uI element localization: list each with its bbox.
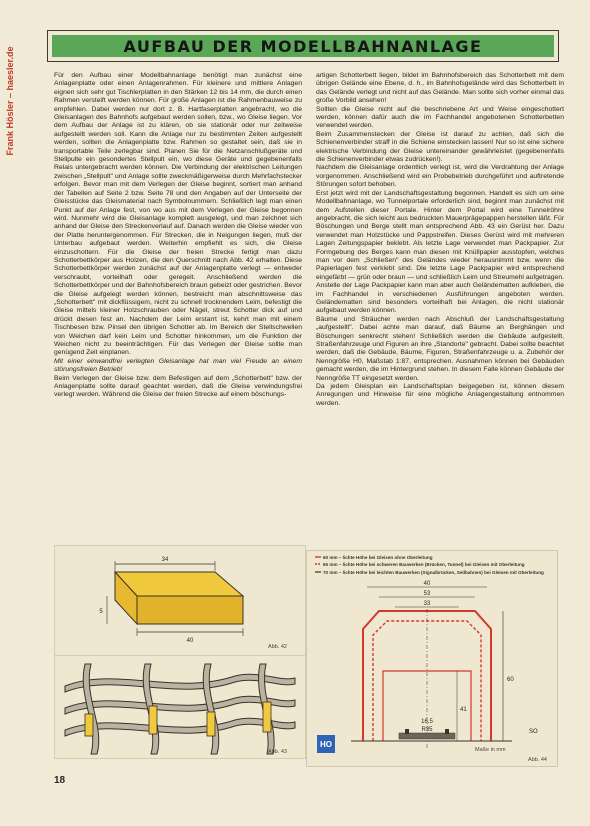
dim-label: 41 [460,707,467,713]
dim-label: 33 [423,601,431,607]
dim-label: 60 [507,677,514,683]
figure-caption: Abb. 44 [528,757,547,763]
legend-item: 60 mm – lichte Höhe bei Gleisen ohne Oberleitung [323,555,433,560]
dim-label: R35 [421,727,433,733]
page-title: AUFBAU DER MODELLBAHNANLAGE [123,36,483,56]
dim-label: 53 [423,591,431,597]
side-watermark: Frank Hösler – haesler.de [5,46,15,156]
dim-side-label: 5 [99,609,103,615]
title-frame [47,30,559,62]
paragraph: Bäume und Sträucher werden nach Abschluß der Landschaftsgestaltung „aufgestellt". Dabei achte man darauf, daß Bäume an Berghängen und Böschungen senkrecht stehen! Schließlich werden die Gebäude aufgestellt, Straßenfahrzeuge und Figuren an ihre „Standorte" gebracht. Dabei sollte beachtet werden, daß die Gebäude, Bäume, Figuren, Straßenfahrzeuge u. a. Zubehör der Nenngröße H0, Maßstab 1:87, entsprechen. Ausnahmen können bei Gebäuden gemacht werden, die im Hintergrund stehen. In diesem Falle können Gebäude der Nenngröße TT eingesetzt werden. [316,315,564,382]
paragraph: Erst jetzt wird mit der Landschaftsgestaltung begonnen. Handelt es sich um eine Modellbahnanlage, wo Tunnelportale erforderlich sind, beginnt man zunächst mit dem Aufstellen dieser Portale. Hinter dem Portal wird eine Tunnelröhre angebracht, die sich leicht aus bedruckten Mauerprägepappen herstellen läßt. Für Böschungen und Berge stellt man entsprechend Abb. 43 ein Gerüst her. Dazu verwendet man Holzstücke und Pappstreifen. Dieses Gerüst wird mit mehreren Lagen Zeitungspapier beklebt. Als letzte Lage verwendet man Packpapier. Zur Formgebung des Berges kann man diesen mit Knüllpapier ausstopfen, welches man vor dem „Schließen" des Geländes wieder herausnimmt bzw. wenn die Papierlagen fest verklebt sind. Die letzte Lage Packpapier wird entsprechend eingefärbt — grün oder braun — und schließlich Leim und Streumehl aufgetragen. Anstelle der Lage Packpapier kann man aber auch Geländematten aufkleben, die im Fachhandel in verschiedenen Ausführungen angeboten werden. Geländematten sind besonders vorteilhaft bei Anlagen, die nicht stationär aufgebaut werden können. [316,189,564,315]
left-text-column [54,72,302,572]
wood-post [85,714,93,736]
dim-label: 16,5 [421,719,433,725]
wood-post [207,712,215,736]
right-text-column [316,72,564,572]
figure-terrain-scaffold [54,655,306,759]
legend-item: 65 mm – lichte Höhe bei schweren Bauwerken (Brücken, Tunnel) bei Gleisen mit Oberleitung [323,562,525,567]
ho-logo-text: HO [320,740,332,749]
figure-clearance-profile [306,550,558,767]
dim-label: SO [529,729,538,735]
figure-caption: Abb. 42 [268,644,287,650]
paragraph: Da jedem Gleisplan ein Landschaftsplan beigegeben ist, können diesem Anregungen und Hinweise für eine mögliche Anlagengestaltung entnommen werden. [316,383,564,407]
scale-note: Maße in mm [475,747,506,753]
paragraph-italic: Mit einer einwandfrei verlegten Gleisanlage hat man viel Freude an einem störungsfreien Betrieb! [54,357,302,374]
wood-post [149,706,157,734]
figure-caption: Abb. 43 [268,749,287,755]
legend-item: 70 mm – lichte Höhe bei leichten Bauwerken (Signalbrücken, Seilbahnen) bei Gleisen mit Oberleitung [323,570,544,575]
figure-ballast-bed [54,545,306,657]
paragraph: Nachdem die Gleisanlage ordentlich verlegt ist, wird die Verdrahtung der Anlage vorgenommen. Anschließend wird ein Probebetrieb durchgeführt und auftretende Störungen sofort behoben. [316,164,564,189]
rail [405,729,409,734]
paragraph: Sollten die Gleise nicht auf die beschriebene Art und Weise eingeschottert werden, können dafür auch die im Fachhandel angebotenen Schotterbetten verwendet werden. [316,105,564,130]
paragraph: Für den Aufbau einer Modellbahnanlage benötigt man zunächst eine Anlagenplatte oder einen Anlagenrahmen. Für kleinere und mittlere Anlagen eignen sich sehr gut Tischlerplatten in den Stärken 12 bis 14 mm, die durch einen Rahmen versteift werden können. Für große Anlagen ist die Rahmenbauweise zu empfehlen. Dabei werden nur dort z. B. Hartfaserplatten angebracht, wo die Gleisanlagen des Bahnhofs aufgebaut werden sollen, bzw., wo Gleise liegen. Vor dem Aufbau der Anlage ist zu klären, ob sie stationär oder nur zeitweise aufgestellt werden soll. Kann die Anlage nur zu bestimmten Zeiten aufgestellt werden, sollten die Anlagenplatte bzw. Rahmen so gestaltet sein, daß sie in transportable Teile zerlegbar sind. Planen Sie für die Netzanschlußgeräte und Stellpulte ein gesondertes Stellpult ein, wo diese Geräte und gegebenenfalls Relais untergebracht werden können. Die Verbindung der elektrischen Leitungen zwischen „Stellpult" und Anlage sollte zweckmäßigerweise durch Mehrfachstecker erfolgen. Bevor man mit dem Verlegen der Gleise beginnt, sortiert man anhand der Tabellen auf Seite 2 bzw. Seite 78 und den Angaben auf der Unterseite der Gleisstücke das Gleismaterial nach Symbolnummern. Schließlich legt man einen Punkt auf der Anlage fest, von wo aus mit dem Verlegen der Gleise begonnen wird. Nunmehr wird die Gleisanlage komplett ausgelegt, und man zeichnet sich anhand der Gleise den Streckenverlauf auf. Danach werden die Gleise wieder von der Platte heruntergenommen. Für Strecken, die in Neigungen liegen, muß der Unterbau aufgebaut werden. Weiterhin empfiehlt es sich, die Gleise einzuschottern. Für die Gleise der freien Strecke fertigt man dazu Schotterbettkörper aus Holzen, die den Querschnitt nach Abb. 42 erhalten. Diese Schotterbettkörper werden zunächst auf der Anlagenplatte verlegt — entweder verschraubt, vorteilhaft oder geregelt. Anschließend werden die Schotterbettkörper und der Bahnhofsbereich braun gebeizt oder gestrichen. Bevor die Gleise aufgelegt werden können, bestreicht man abschnittsweise das „Schotterbett" mit dickflüssigem, nicht zu schnell trocknendem Leim, befestigt die Gleise mittels kleiner Holzschrauben oder Nägel, streut Schotter dick auf und drückt diesen fest an. Nachdem der Leim erstarrt ist, kehrt man mit einem Tischbesen bzw. Pinsel den übrigen Schotter ab. Im Bereich der Stellschwellen von Weichen darf kein Leim und Schotter hinkommen, um die Funktion der Weichen nicht zu beeinträchtigen. Für das Verlegen der Gleise sollte man genügend Zeit einplanen. [54,72,302,357]
scaffold-strip [65,718,295,736]
paragraph: Beim Verlegen der Gleise bzw. dem Befestigen auf dem „Schotterbett" bzw. der Anlagenplatte sollte darauf geachtet werden, daß die Gleise verwindungsfrei verlegt werden. Während die Gleise der freien Strecke auf einem böschungs- [54,374,302,399]
paragraph: Beim Zusammenstecken der Gleise ist darauf zu achten, daß sich die Schienenverbinder straff in die Schiene einstecken lassen! Nur so ist eine sichere elektrische Verbindung der Gleise untereinander gewährleistet (gegebenenfalls die Schienenverbinder etwas zudrücken!). [316,130,564,164]
title-banner [52,35,554,57]
wood-post [263,702,271,732]
page-number: 18 [54,775,66,786]
paragraph: artigen Schotterbett liegen, bildet im Bahnhofsbereich das Schotterbett mit dem übrigen Gelände eine Ebene, d. h., im Bahnhofsgelände wird das Schotterbett in das Gelände verlegt und nicht auf das Gelände. Man sollte sich vorher einmal das große Vorbild ansehen! [316,72,564,105]
rail [445,729,449,734]
dim-label: 40 [423,581,431,587]
dim-top-label: 34 [161,557,169,563]
scaffold-strip [83,664,99,754]
dim-bottom-label: 40 [186,638,194,644]
ballast-bed-side [137,596,243,624]
